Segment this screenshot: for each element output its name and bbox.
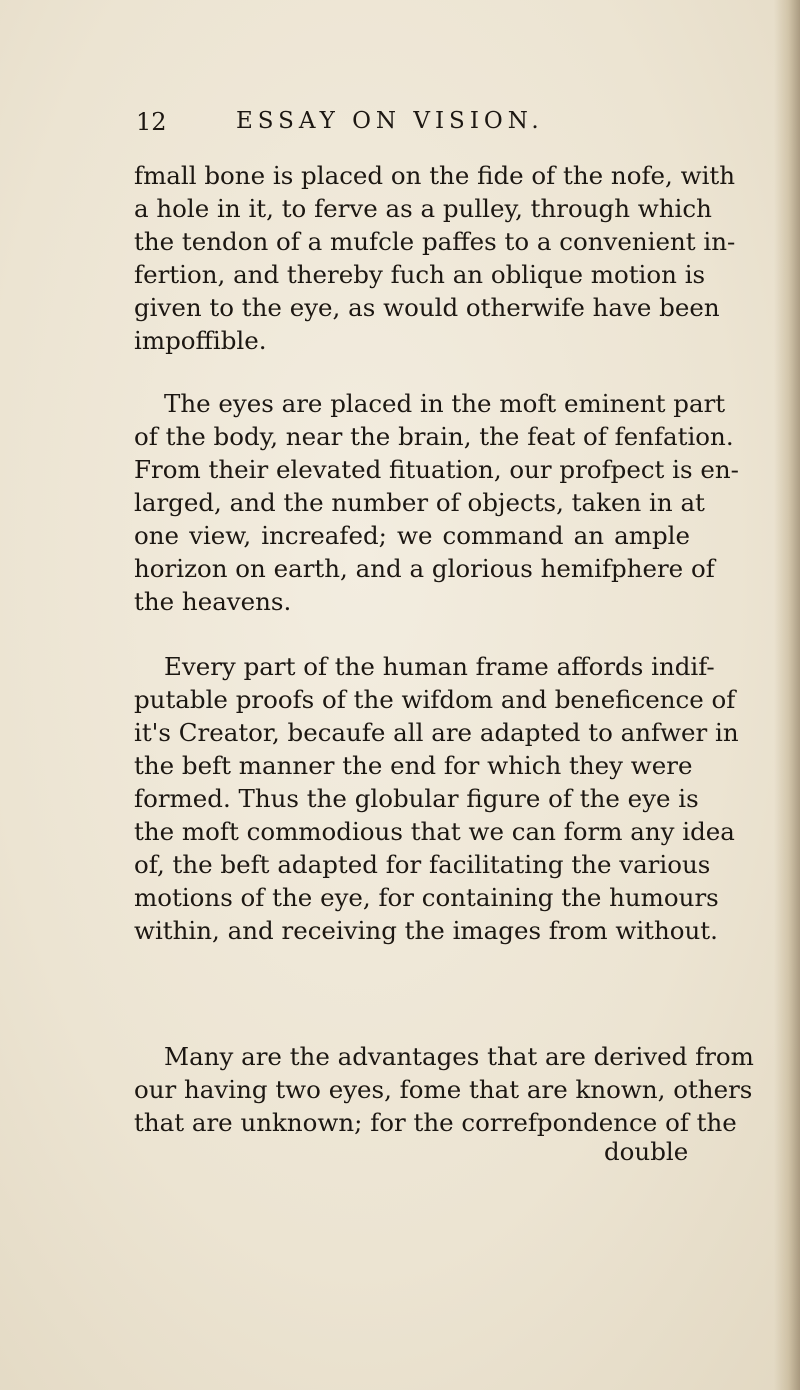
text-line: formed. Thus the globular figure of the eye is [134,784,699,813]
text-line: of, the beft adapted for facilitating the various [134,850,711,879]
paragraph-3 [134,650,739,947]
text-line: our having two eyes, fome that are known, others [134,1075,753,1104]
text-line: fmall bone is placed on the fide of the nofe, with [134,161,736,190]
text-line: Many are the advantages that are derived from [164,1042,754,1071]
text-line: it's Creator, becaufe all are adapted to anfwer in [134,718,739,747]
text-line: the tendon of a mufcle paffes to a convenient in- [134,227,736,256]
text-line: larged, and the number of objects, taken in at [134,488,705,517]
text-line: the moft commodious that we can form any idea [134,817,735,846]
text-line: fertion, and thereby fuch an oblique motion is [134,260,706,289]
text-line: given to the eye, as would otherwife have been [134,293,720,322]
page-number: 12 [136,108,167,136]
paragraph-1 [134,159,736,357]
page-edge-shadow [774,0,800,1390]
paragraph-2 [134,387,739,618]
text-line: of the body, near the brain, the feat of fenfation. [134,422,734,451]
text-line: that are unknown; for the correfpondence of the [134,1108,737,1137]
text-line: impoffible. [134,326,267,355]
text-line: From their elevated fituation, our profpect is en- [134,455,739,484]
text-line: the heavens. [134,587,292,616]
text-line: within, and receiving the images from without. [134,916,718,945]
paragraph-4 [134,1040,754,1139]
running-head: ESSAY ON VISION. [236,108,544,134]
text-line: motions of the eye, for containing the humours [134,883,719,912]
text-line: Every part of the human frame affords indif- [164,652,715,681]
text-line: putable proofs of the wifdom and beneficence of [134,685,736,714]
text-line: The eyes are placed in the moft eminent part [164,389,726,418]
text-line: one view, increafed; we command an ample [134,521,690,550]
text-line: horizon on earth, and a glorious hemifphere of [134,554,715,583]
text-line: the beft manner the end for which they were [134,751,693,780]
page-header [136,100,696,140]
text-line: a hole in it, to ferve as a pulley, through which [134,194,712,223]
catchword: double [604,1137,689,1166]
